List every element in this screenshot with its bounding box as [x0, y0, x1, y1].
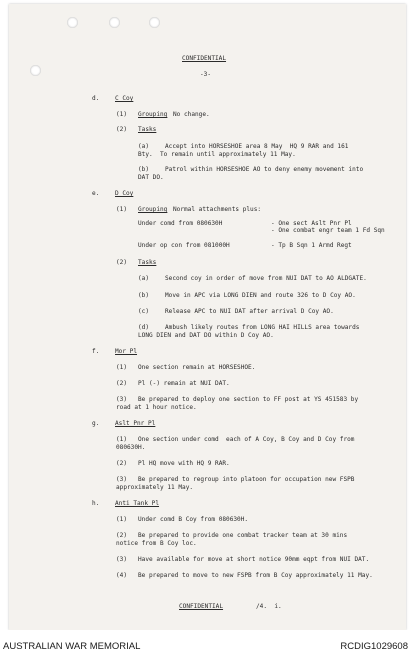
item-marker: (3): [116, 396, 128, 403]
section-marker: h.: [92, 500, 100, 507]
subitem-marker: (d): [138, 324, 150, 331]
subitem-text: Release APC to NUI DAT after arrival D Coy AO.: [165, 308, 334, 315]
header-classification: CONFIDENTIAL: [182, 55, 227, 62]
item-heading: Tasks: [138, 126, 157, 133]
item-text: One section remain at HORSESHOE.: [138, 364, 256, 371]
section-marker: d.: [92, 95, 100, 102]
item-text: notice from B Coy loc.: [116, 540, 197, 547]
item-marker: (1): [116, 364, 128, 371]
item-marker: (3): [116, 556, 128, 563]
attachment-detail: - One combat engr team 1 Fd Sqn: [271, 227, 385, 234]
subitem-text: Patrol within HORSESHOE AO to deny enemy movement into: [165, 166, 364, 173]
item-marker: (4): [116, 572, 128, 579]
subitem-marker: (a): [138, 275, 150, 282]
watermark-bar: [0, 630, 411, 654]
attachment-label: Under comd from 080630H: [138, 220, 223, 227]
item-text: Be prepared to deploy one section to FF post at YS 451583 by: [138, 396, 359, 403]
item-text: 080630H.: [116, 444, 146, 451]
item-heading: Tasks: [138, 259, 157, 266]
attachment-label: Under op con from 081000H: [138, 242, 230, 249]
item-text: Under comd B Coy from 080630H.: [138, 516, 249, 523]
item-heading: Grouping: [138, 206, 168, 213]
item-text: Have available for move at short notice 90mm eqpt from NUI DAT.: [138, 556, 370, 563]
subitem-text: LONG DIEN and DAT DO within D Coy AO.: [138, 332, 274, 339]
section-title: Aslt Pnr Pl: [115, 420, 156, 427]
item-marker: (1): [116, 206, 128, 213]
attachment-detail: - One sect Aslt Pnr Pl: [271, 220, 352, 227]
continuation-note: /4. i.: [256, 603, 282, 610]
section-title: Anti Tank Pl: [115, 500, 160, 507]
item-marker: (2): [116, 460, 128, 467]
record-id: RCDIG1029608: [340, 641, 408, 652]
item-marker: (2): [116, 532, 128, 539]
subitem-text: Bty. To remain until approximately 11 May.: [138, 151, 296, 158]
item-text: Be prepared to regroup into platoon for occupation new FSPB: [138, 476, 355, 483]
watermark-label: AUSTRALIAN WAR MEMORIAL: [3, 641, 141, 652]
subitem-text: DAT DO.: [138, 174, 164, 181]
item-heading: Grouping: [138, 111, 168, 118]
item-marker: (1): [116, 111, 128, 118]
item-text: approximately 11 May.: [116, 484, 194, 491]
item-text: road at 1 hour notice.: [116, 404, 197, 411]
punch-hole: [149, 17, 160, 28]
subitem-marker: (b): [138, 166, 150, 173]
item-text: Normal attachments plus:: [173, 206, 262, 213]
item-text: Pl HQ move with HQ 9 RAR.: [138, 460, 230, 467]
item-text: One section under comd each of A Coy, B Coy and D Coy from: [138, 436, 355, 443]
page-number: -3-: [200, 71, 212, 78]
subitem-marker: (a): [138, 143, 150, 150]
item-marker: (2): [116, 380, 128, 387]
item-marker: (1): [116, 516, 128, 523]
section-title: C Coy: [115, 95, 134, 102]
punch-hole: [67, 17, 78, 28]
punch-hole: [30, 65, 41, 76]
item-text: Pl (-) remain at NUI DAT.: [138, 380, 230, 387]
item-text: Be prepared to move to new FSPB from B Coy approximately 11 May.: [138, 572, 373, 579]
subitem-text: Ambush likely routes from LONG HAI HILLS area towards: [165, 324, 360, 331]
section-marker: e.: [92, 190, 100, 197]
section-marker: f.: [92, 348, 100, 355]
footer-classification: CONFIDENTIAL: [179, 603, 224, 610]
section-marker: g.: [92, 420, 100, 427]
punch-hole: [109, 17, 120, 28]
subitem-text: Move in APC via LONG DIEN and route 326 to D Coy AO.: [165, 292, 356, 299]
subitem-text: Second coy in order of move from NUI DAT to AO ALDGATE.: [165, 275, 367, 282]
subitem-marker: (c): [138, 308, 150, 315]
item-text: No change.: [173, 111, 210, 118]
item-marker: (2): [116, 259, 128, 266]
section-title: D Coy: [115, 190, 134, 197]
subitem-marker: (b): [138, 292, 150, 299]
item-text: Be prepared to provide one combat tracker team at 30 mins: [138, 532, 348, 539]
item-marker: (1): [116, 436, 128, 443]
document-page: [9, 4, 406, 630]
attachment-detail: - Tp B Sqn 1 Armd Regt: [271, 242, 352, 249]
section-title: Mor Pl: [115, 348, 138, 355]
item-marker: (2): [116, 126, 128, 133]
subitem-text: Accept into HORSESHOE area 8 May HQ 9 RAR and 161: [165, 143, 349, 150]
item-marker: (3): [116, 476, 128, 483]
